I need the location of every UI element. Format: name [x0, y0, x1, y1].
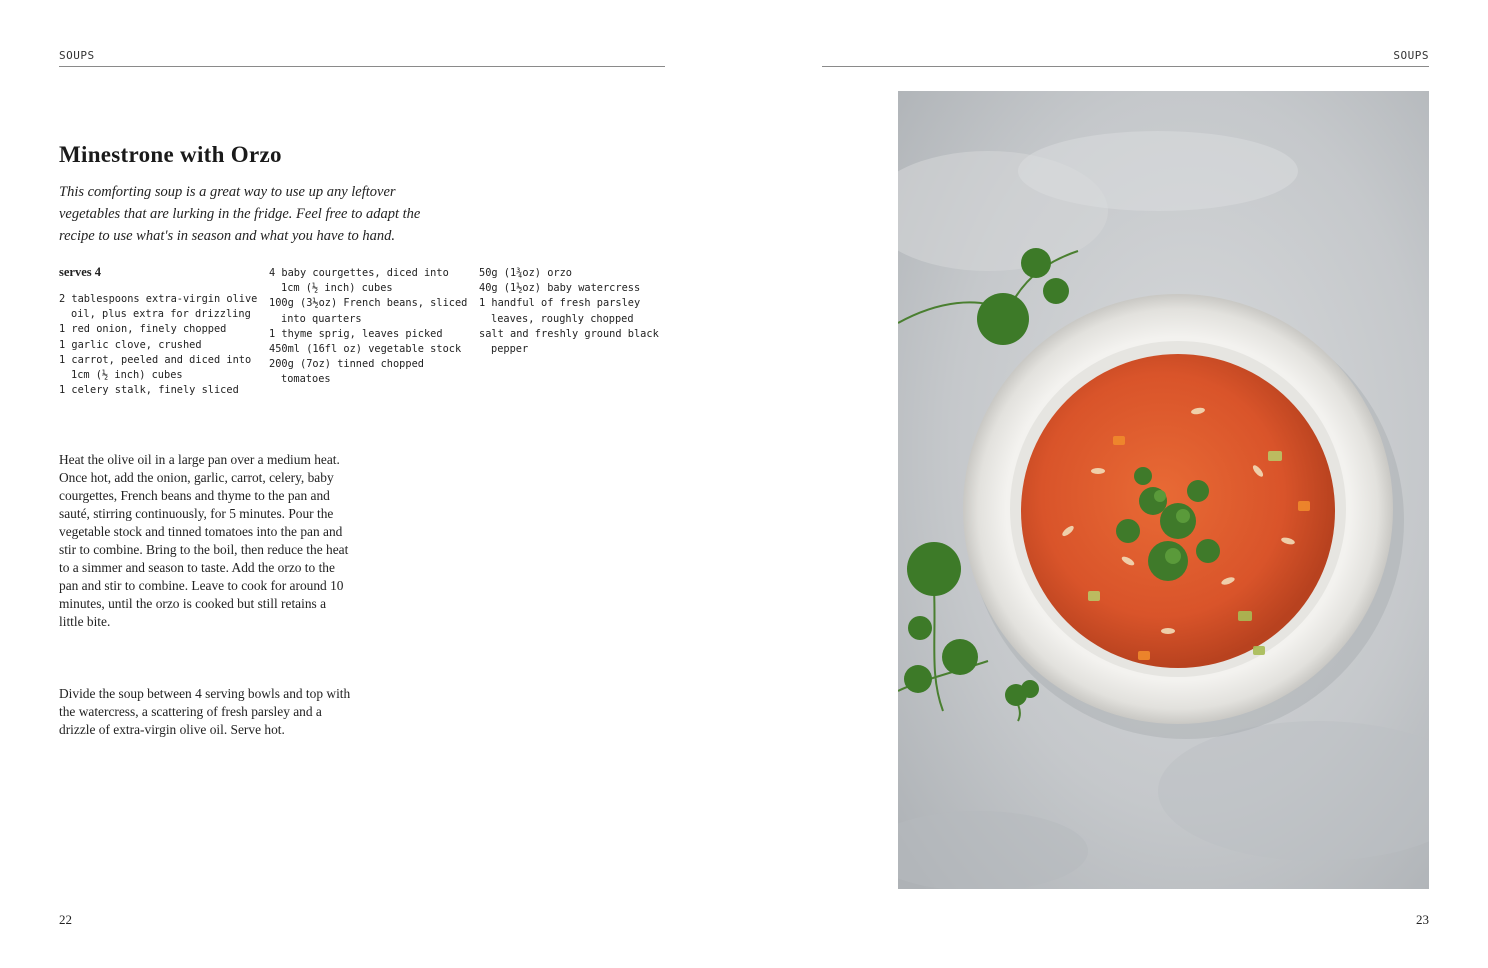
right-page	[744, 0, 1488, 968]
ingredient-item: 1 thyme sprig, leaves picked	[269, 327, 443, 340]
running-head-right: SOUPS	[1393, 49, 1429, 62]
ingredient-item: 4 baby courgettes, diced into 1cm (½ inch) cubes	[269, 267, 449, 295]
ingredient-item: 100g (3½oz) French beans, sliced into quarters	[269, 297, 468, 325]
ingredients-column-3	[479, 266, 679, 357]
serves-label: serves 4	[59, 265, 101, 279]
ingredient-item: 1 handful of fresh parsley leaves, roughly chopped	[479, 297, 641, 325]
ingredient-item: 200g (7oz) tinned chopped tomatoes	[269, 358, 424, 386]
ingredients-column-1	[59, 292, 259, 398]
page-number-left: 22	[59, 912, 72, 927]
method-paragraph-2: Divide the soup between 4 serving bowls and top with the watercress, a scattering of fresh parsley and a drizzle of extra-virgin olive oil. Serve hot.	[59, 686, 351, 737]
ingredient-item: 40g (1½oz) baby watercress	[479, 282, 641, 295]
ingredient-item: 1 carrot, peeled and diced into 1cm (½ inch) cubes	[59, 353, 252, 382]
ingredient-item: 450ml (16fl oz) vegetable stock	[269, 343, 462, 356]
header-rule-right	[822, 66, 1429, 67]
ingredient-item: 1 garlic clove, crushed	[59, 338, 202, 351]
recipe-title: Minestrone with Orzo	[59, 142, 282, 167]
ingredients-column-2	[269, 266, 469, 388]
method-paragraph-1: Heat the olive oil in a large pan over a medium heat. Once hot, add the onion, garlic, carrot, celery, baby courgettes, French beans and thyme to the pan and sauté, stirring continuously, for 5 minutes. Pour the vegetable stock and tinned tomatoes into the pan and stir to combine. Bring to the boil, then reduce the heat to a simmer and season to taste. Add the orzo to the pan and stir to combine. Leave to cook for around 10 minutes, until the orzo is cooked but still retains a little bite.	[59, 452, 349, 629]
ingredient-item: 1 red onion, finely chopped	[59, 323, 227, 336]
running-head-left: SOUPS	[59, 49, 95, 62]
recipe-intro: This comforting soup is a great way to use up any leftover vegetables that are lurking in the fridge. Feel free to adapt the recipe to use what's in season and what you have to hand.	[59, 184, 421, 244]
soup-bowl-photo	[898, 91, 1429, 889]
ingredient-item: 2 tablespoons extra-virgin olive oil, plus extra for drizzling	[59, 293, 258, 321]
header-rule-left	[59, 66, 665, 67]
ingredient-item: 1 celery stalk, finely sliced	[59, 384, 239, 397]
photo-illustration	[898, 91, 1429, 889]
page-number-right: 23	[1416, 912, 1429, 927]
ingredient-item: 50g (1¾oz) orzo	[479, 267, 572, 279]
ingredient-item: salt and freshly ground black pepper	[479, 327, 659, 356]
